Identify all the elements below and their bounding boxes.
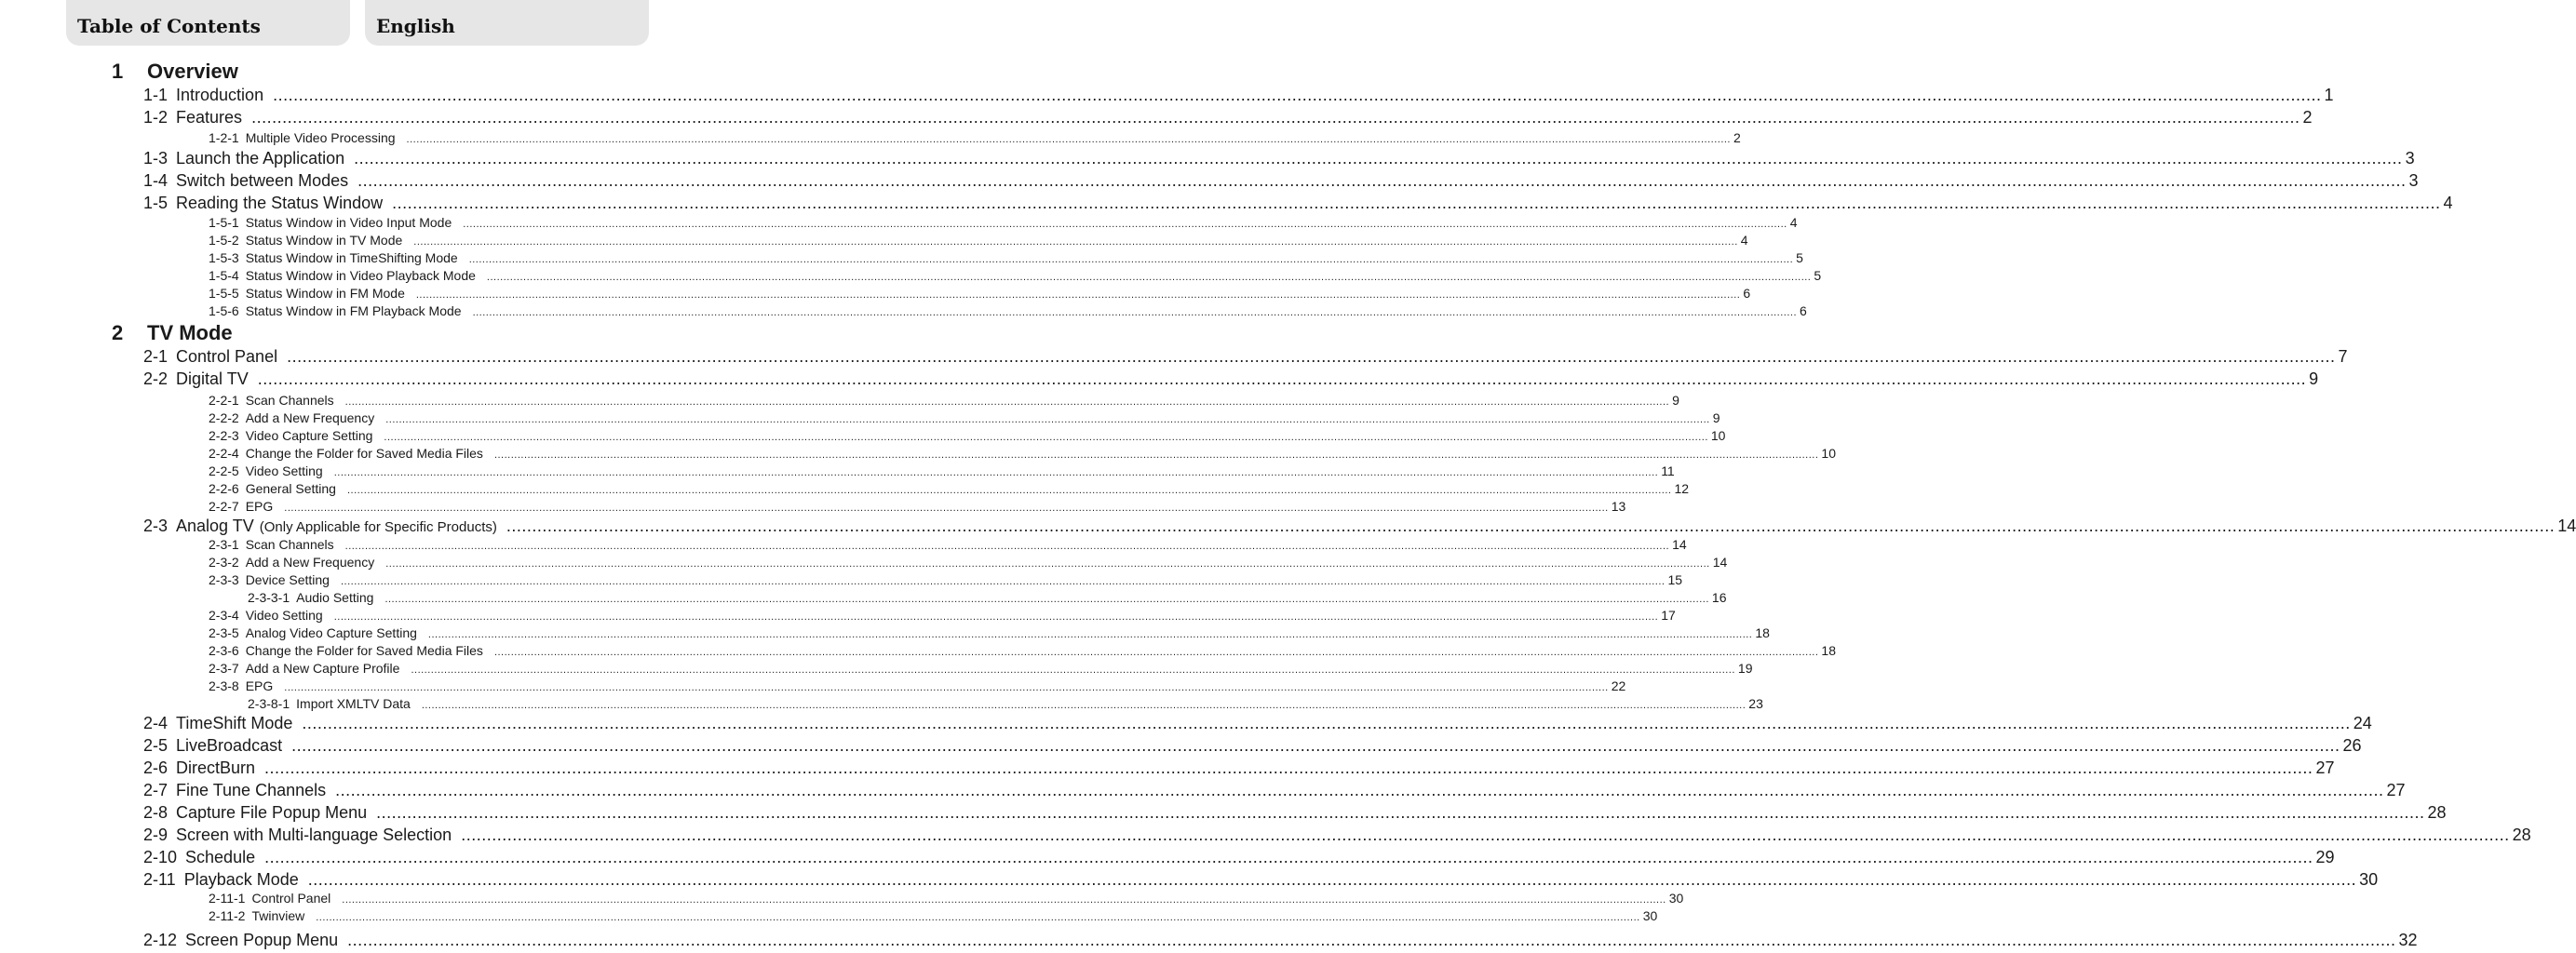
- dot-leader: ................................................................................................................................................................................................................................................................................................................................................................................................................: [385, 558, 1710, 570]
- toc-entry[interactable]: [209, 268, 1822, 286]
- toc-entry[interactable]: [143, 149, 2415, 171]
- toc-entry[interactable]: [209, 481, 1690, 499]
- toc-title: Digital TV: [176, 369, 249, 388]
- toc-entry[interactable]: [209, 608, 1676, 625]
- toc-page-number: 9: [2309, 369, 2319, 388]
- toc-number: 2-3-1: [209, 537, 239, 552]
- toc-number: 2-3-4: [209, 608, 239, 623]
- toc-entry[interactable]: [143, 369, 2319, 392]
- dot-leader: ................................................................................................................................................................................................................................................................................................................................................................................................................: [411, 664, 1735, 676]
- toc-title: Video Setting: [245, 608, 323, 623]
- dot-leader: ................................................................................................................................................................................................................................................................................................................................................................................................................: [251, 108, 2300, 127]
- toc-number: 2: [112, 321, 124, 344]
- toc-number: 2-11-2: [209, 908, 246, 923]
- toc-number: 1-5-4: [209, 268, 239, 283]
- toc-entry[interactable]: [209, 625, 1770, 643]
- toc-page-number: 17: [1661, 608, 1676, 623]
- toc-number: 1-5-5: [209, 286, 239, 301]
- toc-number: 1-1: [143, 86, 169, 104]
- toc-title: Status Window in FM Playback Mode: [245, 303, 462, 318]
- toc-entry[interactable]: [209, 428, 1726, 446]
- dot-leader: ................................................................................................................................................................................................................................................................................................................................................................................................................: [344, 396, 1670, 408]
- toc-entry[interactable]: [209, 463, 1675, 481]
- toc-entry[interactable]: [209, 250, 1803, 268]
- toc-entry[interactable]: [248, 696, 1763, 714]
- toc-title: Status Window in FM Mode: [245, 286, 405, 301]
- toc-entry[interactable]: [209, 643, 1836, 661]
- toc-number: 2-3-5: [209, 625, 239, 640]
- toc-page-number: 27: [2386, 781, 2406, 799]
- dot-leader: ................................................................................................................................................................................................................................................................................................................................................................................................................: [463, 219, 1787, 230]
- dot-leader: ................................................................................................................................................................................................................................................................................................................................................................................................................: [346, 485, 1672, 496]
- toc-title: Video Setting: [245, 463, 323, 478]
- toc-title: Overview: [147, 60, 238, 83]
- toc-page-number: 24: [2353, 714, 2372, 732]
- toc-number: 2-3-8: [209, 678, 239, 693]
- toc-title: TV Mode: [147, 321, 233, 344]
- toc-title: Status Window in Video Input Mode: [245, 215, 452, 230]
- toc-entry[interactable]: [143, 347, 2348, 369]
- toc-title: Add a New Frequency: [245, 555, 375, 570]
- toc-number: 2-2-3: [209, 428, 239, 443]
- toc-page-number: 5: [1814, 268, 1822, 283]
- toc-page-number: 2: [1733, 130, 1741, 145]
- toc-page-number: 6: [1800, 303, 1807, 318]
- dot-leader: ................................................................................................................................................................................................................................................................................................................................................................................................................: [291, 736, 2340, 755]
- toc-title: Control Panel: [251, 891, 331, 906]
- toc-number: 2-2: [143, 369, 169, 388]
- tab-label: English: [376, 15, 455, 37]
- toc-page-number: 9: [1672, 393, 1679, 408]
- toc-entry[interactable]: [248, 590, 1727, 608]
- dot-leader: ................................................................................................................................................................................................................................................................................................................................................................................................................: [493, 647, 1819, 658]
- dot-leader: ................................................................................................................................................................................................................................................................................................................................................................................................................: [344, 541, 1670, 552]
- toc-page-number: 3: [2408, 171, 2419, 190]
- toc-number: 2-12: [143, 931, 178, 949]
- toc-number: 2-6: [143, 758, 169, 777]
- toc-title: Scan Channels: [245, 393, 334, 408]
- toc-number: 2-2-7: [209, 499, 239, 514]
- toc-page-number: 28: [2427, 803, 2447, 822]
- toc-page-number: 4: [2443, 194, 2453, 212]
- dot-leader: ................................................................................................................................................................................................................................................................................................................................................................................................................: [347, 931, 2396, 949]
- toc-number: 1-5-3: [209, 250, 239, 265]
- toc-page-number: 18: [1755, 625, 1770, 640]
- toc-number: 2-3-3-1: [248, 590, 290, 605]
- toc-entry[interactable]: [143, 803, 2447, 825]
- dot-leader: ................................................................................................................................................................................................................................................................................................................................................................................................................: [384, 594, 1709, 605]
- toc-entry[interactable]: [209, 410, 1720, 428]
- toc-page-number: 5: [1796, 250, 1803, 265]
- dot-leader: ................................................................................................................................................................................................................................................................................................................................................................................................................: [421, 700, 1747, 711]
- toc-number: 2-3-8-1: [248, 696, 290, 711]
- toc-title: EPG: [245, 678, 274, 693]
- toc-page-number: 3: [2405, 149, 2415, 168]
- toc-page-number: 9: [1712, 410, 1720, 425]
- toc-entry[interactable]: [209, 286, 1751, 303]
- toc-number: 2-2-6: [209, 481, 239, 496]
- toc-number: 2-2-1: [209, 393, 239, 408]
- dot-leader: ................................................................................................................................................................................................................................................................................................................................................................................................................: [493, 450, 1819, 461]
- toc-title: Add a New Capture Profile: [245, 661, 400, 676]
- toc-entry[interactable]: [209, 130, 1741, 148]
- toc-entry[interactable]: [143, 870, 2379, 893]
- toc-page-number: 2: [2302, 108, 2313, 127]
- toc-title: LiveBroadcast: [176, 736, 283, 755]
- toc-title: General Setting: [245, 481, 336, 496]
- toc-number: 2-2-4: [209, 446, 239, 461]
- toc-entry[interactable]: [143, 848, 2335, 870]
- toc-entry[interactable]: [209, 572, 1683, 590]
- toc-entry[interactable]: [143, 931, 2418, 953]
- dot-leader: ................................................................................................................................................................................................................................................................................................................................................................................................................: [427, 629, 1753, 640]
- dot-leader: ................................................................................................................................................................................................................................................................................................................................................................................................................: [264, 848, 2313, 866]
- toc-title: DirectBurn: [176, 758, 256, 777]
- toc-chapter[interactable]: [112, 321, 642, 347]
- toc-entry[interactable]: [209, 233, 1748, 250]
- dot-leader: ................................................................................................................................................................................................................................................................................................................................................................................................................: [415, 289, 1741, 301]
- toc-title: Change the Folder for Saved Media Files: [245, 643, 483, 658]
- dot-leader: ................................................................................................................................................................................................................................................................................................................................................................................................................: [384, 432, 1708, 443]
- dot-leader: ................................................................................................................................................................................................................................................................................................................................................................................................................: [468, 254, 1794, 265]
- toc-entry[interactable]: [209, 499, 1626, 517]
- toc-number: 2-11-1: [209, 891, 246, 906]
- toc-number: 2-3-7: [209, 661, 239, 676]
- dot-leader: ................................................................................................................................................................................................................................................................................................................................................................................................................: [307, 870, 2357, 889]
- toc-number: 1-5-6: [209, 303, 239, 318]
- toc-entry[interactable]: [143, 86, 2334, 108]
- toc-number: 2-1: [143, 347, 169, 366]
- toc-page-number: 32: [2398, 931, 2418, 949]
- toc-page-number: 18: [1821, 643, 1836, 658]
- toc-title: Introduction: [176, 86, 264, 104]
- dot-leader: ................................................................................................................................................................................................................................................................................................................................................................................................................: [506, 517, 2556, 535]
- toc-page-number: 11: [1661, 463, 1675, 478]
- toc-entry[interactable]: [209, 215, 1798, 233]
- dot-leader: ................................................................................................................................................................................................................................................................................................................................................................................................................: [413, 236, 1738, 248]
- dot-leader: ................................................................................................................................................................................................................................................................................................................................................................................................................: [472, 307, 1798, 318]
- toc-title: Status Window in TV Mode: [245, 233, 403, 248]
- toc-page-number: 26: [2342, 736, 2362, 755]
- toc-page-number: 16: [1711, 590, 1727, 605]
- toc-number: 2-3-3: [209, 572, 239, 587]
- toc-page-number: 7: [2338, 347, 2348, 366]
- dot-leader: ................................................................................................................................................................................................................................................................................................................................................................................................................: [273, 86, 2322, 104]
- toc-title: Analog Video Capture Setting: [245, 625, 417, 640]
- toc-number: 2-4: [143, 714, 169, 732]
- toc-entry[interactable]: [209, 678, 1626, 696]
- toc-title: Add a New Frequency: [245, 410, 375, 425]
- toc-number: 1-3: [143, 149, 169, 168]
- dot-leader: ................................................................................................................................................................................................................................................................................................................................................................................................................: [316, 912, 1640, 923]
- dot-leader: ................................................................................................................................................................................................................................................................................................................................................................................................................: [342, 894, 1666, 906]
- toc-number: 2-11: [143, 870, 176, 889]
- toc-page-number: 28: [2512, 825, 2531, 844]
- toc-page-number: 1: [2324, 86, 2334, 104]
- toc-entry[interactable]: [143, 736, 2362, 758]
- toc-entry[interactable]: [209, 393, 1679, 410]
- toc-entry[interactable]: [209, 446, 1836, 463]
- toc-page-number: 12: [1674, 481, 1690, 496]
- toc-page-number: 29: [2315, 848, 2335, 866]
- toc-title: Playback Mode: [183, 870, 299, 889]
- toc-number: 2-5: [143, 736, 169, 755]
- toc-page-number: 19: [1737, 661, 1753, 676]
- toc-number: 1-4: [143, 171, 169, 190]
- toc-title: Schedule: [185, 848, 256, 866]
- toc-number: 2-9: [143, 825, 169, 844]
- toc-entry[interactable]: [143, 825, 2531, 848]
- toc-entry[interactable]: [209, 891, 1684, 908]
- toc-title: EPG: [245, 499, 274, 514]
- toc-page-number: 10: [1821, 446, 1836, 461]
- toc-title: Device Setting: [245, 572, 330, 587]
- dot-leader: ................................................................................................................................................................................................................................................................................................................................................................................................................: [357, 171, 2407, 190]
- toc-entry[interactable]: [143, 171, 2419, 194]
- dot-leader: ................................................................................................................................................................................................................................................................................................................................................................................................................: [257, 369, 2307, 388]
- toc-page-number: 14: [2557, 517, 2576, 535]
- toc-number: 1-5-2: [209, 233, 239, 248]
- toc-title: Multiple Video Processing: [245, 130, 396, 145]
- toc-number: 2-2-2: [209, 410, 239, 425]
- toc-title: Launch the Application: [176, 149, 345, 168]
- dot-leader: ................................................................................................................................................................................................................................................................................................................................................................................................................: [302, 714, 2351, 732]
- dot-leader: ................................................................................................................................................................................................................................................................................................................................................................................................................: [333, 611, 1659, 623]
- dot-leader: ................................................................................................................................................................................................................................................................................................................................................................................................................: [287, 347, 2336, 366]
- dot-leader: ................................................................................................................................................................................................................................................................................................................................................................................................................: [354, 149, 2403, 168]
- dot-leader: ................................................................................................................................................................................................................................................................................................................................................................................................................: [406, 134, 1731, 145]
- toc-number: 1: [112, 60, 124, 83]
- toc-note: (Only Applicable for Specific Products): [259, 519, 497, 535]
- toc-entry[interactable]: [143, 517, 2576, 539]
- toc-number: 2-3-6: [209, 643, 239, 658]
- toc-entry[interactable]: [143, 194, 2453, 216]
- toc-title: Control Panel: [176, 347, 278, 366]
- toc-title: TimeShift Mode: [176, 714, 293, 732]
- toc-title: Status Window in TimeShifting Mode: [245, 250, 458, 265]
- toc-title: Audio Setting: [296, 590, 374, 605]
- toc-entry[interactable]: [143, 781, 2406, 803]
- dot-leader: ................................................................................................................................................................................................................................................................................................................................................................................................................: [385, 414, 1710, 425]
- toc-title: Twinview: [251, 908, 305, 923]
- dot-leader: ................................................................................................................................................................................................................................................................................................................................................................................................................: [340, 576, 1666, 587]
- toc-page-number: 27: [2315, 758, 2335, 777]
- toc-page-number: 30: [1668, 891, 1684, 906]
- toc-page-number: 23: [1748, 696, 1763, 711]
- toc-page-number: 15: [1667, 572, 1683, 587]
- toc-page-number: 30: [2359, 870, 2379, 889]
- toc-title: Switch between Modes: [176, 171, 349, 190]
- toc-title: Capture File Popup Menu: [176, 803, 368, 822]
- toc-title: Video Capture Setting: [245, 428, 373, 443]
- toc-number: 2-3: [143, 517, 169, 535]
- toc-entry[interactable]: [209, 661, 1753, 678]
- dot-leader: ................................................................................................................................................................................................................................................................................................................................................................................................................: [392, 194, 2441, 212]
- toc-number: 1-5-1: [209, 215, 239, 230]
- toc-page-number: 4: [1740, 233, 1748, 248]
- toc-number: 1-2: [143, 108, 169, 127]
- tab-label: Table of Contents: [77, 15, 261, 37]
- toc-page-number: 22: [1611, 678, 1626, 693]
- dot-leader: ................................................................................................................................................................................................................................................................................................................................................................................................................: [335, 781, 2384, 799]
- toc-page-number: 6: [1743, 286, 1751, 301]
- toc-title: Change the Folder for Saved Media Files: [245, 446, 483, 461]
- toc-title: Screen with Multi-language Selection: [176, 825, 452, 844]
- toc-title: Screen Popup Menu: [185, 931, 339, 949]
- toc-page-number: 30: [1642, 908, 1658, 923]
- toc-number: 2-3-2: [209, 555, 239, 570]
- dot-leader: ................................................................................................................................................................................................................................................................................................................................................................................................................: [284, 682, 1609, 693]
- dot-leader: ................................................................................................................................................................................................................................................................................................................................................................................................................: [486, 272, 1812, 283]
- toc-page-number: 14: [1672, 537, 1687, 552]
- toc-number: 2-8: [143, 803, 169, 822]
- toc-page-number: 4: [1789, 215, 1798, 230]
- toc-title: Features: [176, 108, 243, 127]
- toc-entry[interactable]: [209, 303, 1807, 321]
- toc-number: 1-2-1: [209, 130, 239, 145]
- toc-page-number: 13: [1611, 499, 1626, 514]
- dot-leader: ................................................................................................................................................................................................................................................................................................................................................................................................................: [333, 467, 1659, 478]
- toc-entry[interactable]: [143, 714, 2372, 736]
- toc-entry[interactable]: [143, 108, 2313, 130]
- dot-leader: ................................................................................................................................................................................................................................................................................................................................................................................................................: [264, 758, 2313, 777]
- dot-leader: ................................................................................................................................................................................................................................................................................................................................................................................................................: [376, 803, 2425, 822]
- toc-title: Import XMLTV Data: [296, 696, 411, 711]
- toc-chapter[interactable]: [112, 60, 642, 86]
- toc-title: Status Window in Video Playback Mode: [245, 268, 476, 283]
- toc-number: 2-10: [143, 848, 178, 866]
- dot-leader: ................................................................................................................................................................................................................................................................................................................................................................................................................: [461, 825, 2510, 844]
- toc-entry[interactable]: [209, 537, 1687, 555]
- toc-number: 2-7: [143, 781, 169, 799]
- toc-entry[interactable]: [209, 555, 1728, 572]
- toc-entry[interactable]: [209, 908, 1658, 926]
- toc-page-number: 14: [1712, 555, 1728, 570]
- toc-title: Analog TV: [176, 517, 254, 535]
- toc-title: Fine Tune Channels: [176, 781, 327, 799]
- dot-leader: ................................................................................................................................................................................................................................................................................................................................................................................................................: [284, 503, 1609, 514]
- toc-entry[interactable]: [143, 758, 2335, 781]
- toc-page-number: 10: [1710, 428, 1726, 443]
- toc-title: Scan Channels: [245, 537, 334, 552]
- toc-title: Reading the Status Window: [176, 194, 384, 212]
- toc-number: 2-2-5: [209, 463, 239, 478]
- toc-number: 1-5: [143, 194, 169, 212]
